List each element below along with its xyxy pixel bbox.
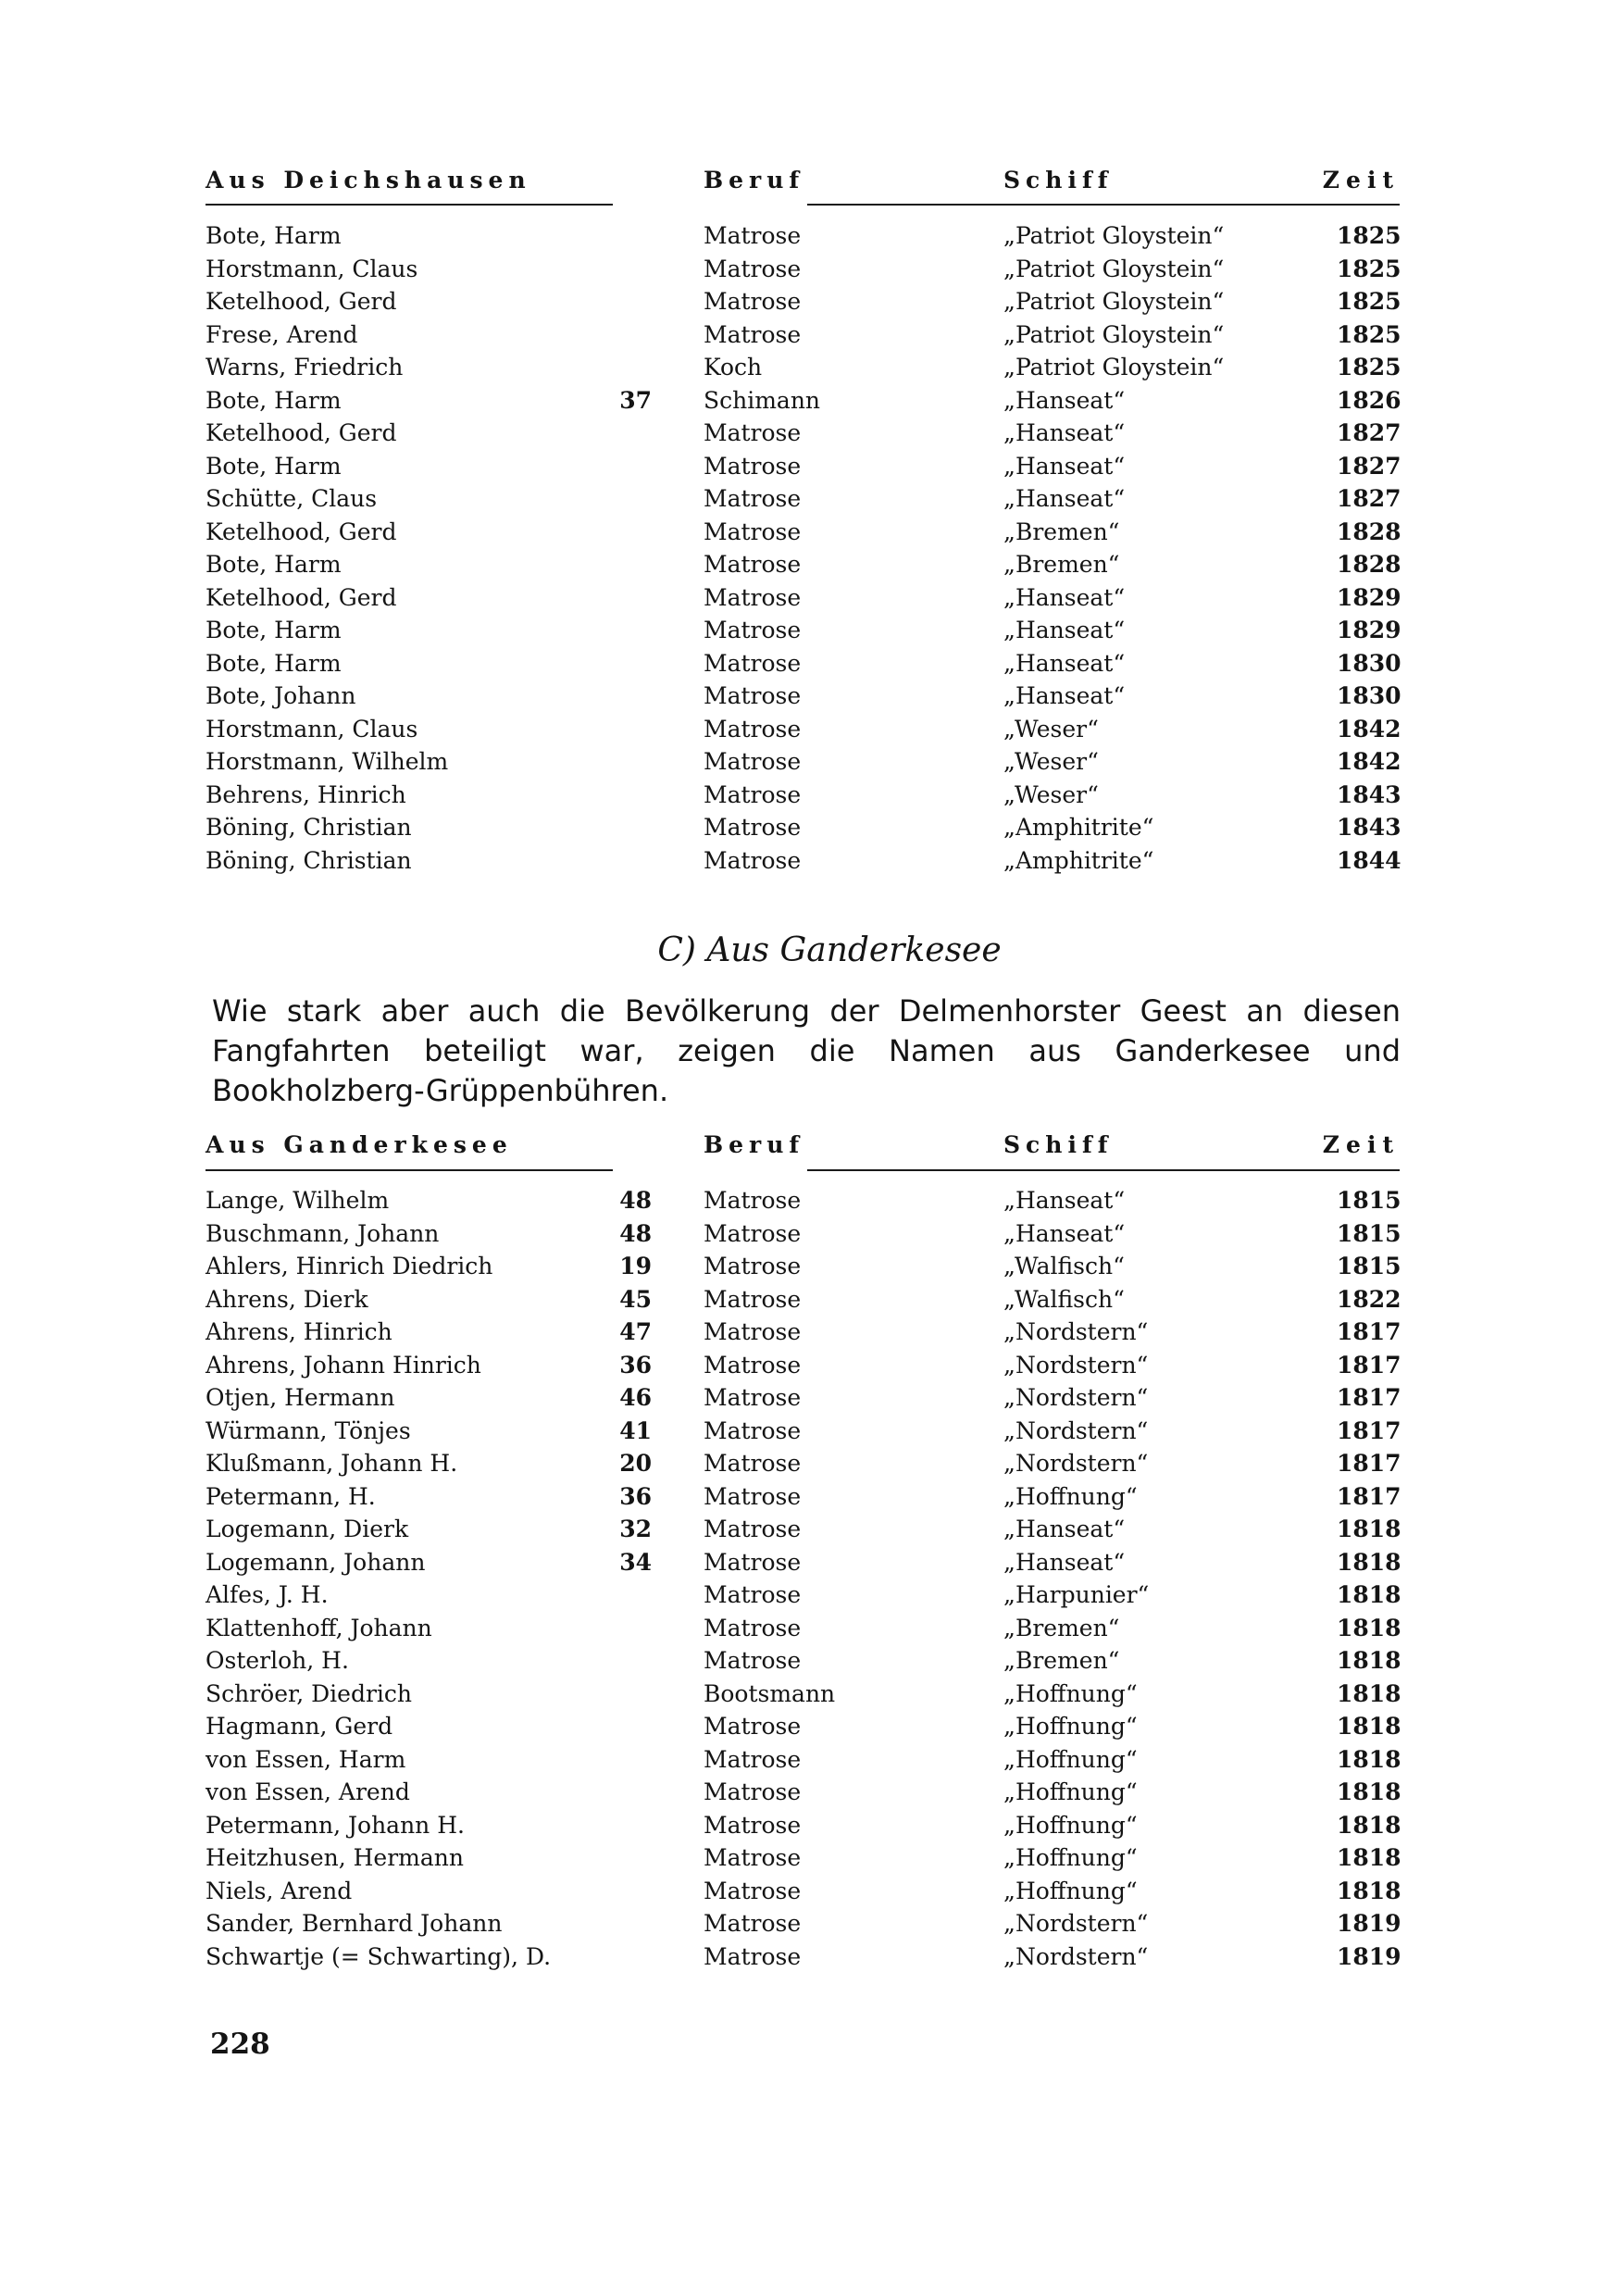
cell-beruf: Matrose xyxy=(704,1516,802,1542)
cell-schiff: „Bremen“ xyxy=(1003,1614,1120,1641)
cell-schiff: „Hanseat“ xyxy=(1003,682,1126,709)
cell-schiff: „Patriot Gloystein“ xyxy=(1003,222,1225,249)
table-row xyxy=(206,584,1400,618)
cell-schiff: „Hoffnung“ xyxy=(1003,1877,1138,1904)
cell-name: Osterloh, H. xyxy=(206,1647,349,1674)
cell-name: Schütte, Claus xyxy=(206,485,378,512)
cell-zeit: 1826 xyxy=(1337,386,1401,414)
section-heading xyxy=(0,931,1607,969)
table-row xyxy=(206,748,1400,781)
table-row xyxy=(206,1187,1400,1220)
cell-beruf: Matrose xyxy=(704,518,802,545)
cell-schiff: „Hoffnung“ xyxy=(1003,1778,1138,1805)
cell-zeit: 1825 xyxy=(1337,255,1401,282)
cell-name: Bote, Harm xyxy=(206,222,342,249)
cell-beruf: Matrose xyxy=(704,485,802,512)
cell-beruf: Matrose xyxy=(704,1219,802,1247)
table-row xyxy=(206,1352,1400,1385)
cell-age: 19 xyxy=(619,1253,652,1279)
header-origin: Aus Ganderkesee xyxy=(206,1131,513,1158)
cell-name: Hagmann, Gerd xyxy=(206,1713,393,1740)
cell-zeit: 1828 xyxy=(1337,551,1401,578)
cell-beruf: Matrose xyxy=(704,222,802,249)
cell-schiff: „Nordstern“ xyxy=(1003,1416,1149,1444)
table-row xyxy=(206,419,1400,453)
cell-zeit: 1815 xyxy=(1337,1219,1401,1247)
cell-schiff: „Hanseat“ xyxy=(1003,485,1126,512)
cell-name: Heitzhusen, Hermann xyxy=(206,1844,464,1871)
cell-zeit: 1827 xyxy=(1337,452,1401,480)
table-row xyxy=(206,1910,1400,1943)
cell-zeit: 1818 xyxy=(1337,1811,1401,1839)
cell-schiff: „Hanseat“ xyxy=(1003,419,1126,446)
cell-name: Würmann, Tönjes xyxy=(206,1416,411,1444)
cell-name: Klußmann, Johann H. xyxy=(206,1450,458,1477)
cell-beruf: Matrose xyxy=(704,288,802,315)
cell-beruf: Matrose xyxy=(704,715,802,742)
cell-name: Ketelhood, Gerd xyxy=(206,288,397,315)
cell-schiff: „Hanseat“ xyxy=(1003,1187,1126,1214)
cell-age: 41 xyxy=(619,1416,652,1444)
cell-beruf: Matrose xyxy=(704,583,802,611)
cell-schiff: „Hoffnung“ xyxy=(1003,1745,1138,1773)
header-origin: Aus Deichshausen xyxy=(206,167,531,193)
cell-beruf: Matrose xyxy=(704,1351,802,1379)
cell-age: 20 xyxy=(619,1450,652,1477)
cell-schiff: „Patriot Gloystein“ xyxy=(1003,354,1225,381)
cell-beruf: Matrose xyxy=(704,1581,802,1608)
cell-schiff: „Hanseat“ xyxy=(1003,649,1126,677)
intro-paragraph: Wie stark aber auch die Bevölkerung der Delmenhorster Geest an diesen Fangfahrten beteiligt war, zeigen die Namen aus Ganderkesee und Bookholzberg-Grüppenbühren. xyxy=(212,993,1401,1108)
cell-name: Behrens, Hinrich xyxy=(206,780,406,808)
cell-beruf: Matrose xyxy=(704,1877,802,1904)
cell-name: Lange, Wilhelm xyxy=(206,1187,390,1214)
cell-name: Bote, Harm xyxy=(206,617,342,643)
cell-schiff: „Hoffnung“ xyxy=(1003,1482,1138,1510)
cell-zeit: 1822 xyxy=(1337,1285,1401,1313)
cell-beruf: Matrose xyxy=(704,255,802,282)
cell-schiff: „Harpunier“ xyxy=(1003,1581,1150,1608)
cell-name: von Essen, Arend xyxy=(206,1778,410,1805)
header-schiff: Schiff xyxy=(1003,167,1114,193)
table-row xyxy=(206,617,1400,650)
cell-age: 36 xyxy=(619,1482,652,1510)
table-row xyxy=(206,1549,1400,1582)
cell-schiff: „Nordstern“ xyxy=(1003,1318,1149,1345)
table-row xyxy=(206,716,1400,749)
cell-name: Schwartje (= Schwarting), D. xyxy=(206,1942,552,1970)
cell-beruf: Matrose xyxy=(704,452,802,480)
cell-schiff: „Walfisch“ xyxy=(1003,1253,1125,1279)
cell-beruf: Matrose xyxy=(704,1844,802,1871)
table-row xyxy=(206,321,1400,355)
table-row xyxy=(206,1384,1400,1417)
cell-zeit: 1818 xyxy=(1337,1548,1401,1576)
header-schiff: Schiff xyxy=(1003,1131,1114,1158)
cell-zeit: 1818 xyxy=(1337,1877,1401,1904)
cell-beruf: Matrose xyxy=(704,419,802,446)
table-row xyxy=(206,1581,1400,1615)
cell-schiff: „Nordstern“ xyxy=(1003,1351,1149,1379)
table-row xyxy=(206,256,1400,289)
cell-zeit: 1827 xyxy=(1337,485,1401,512)
cell-beruf: Matrose xyxy=(704,1548,802,1576)
cell-zeit: 1842 xyxy=(1337,715,1401,742)
cell-beruf: Matrose xyxy=(704,1745,802,1773)
header-beruf: Beruf xyxy=(704,167,805,193)
cell-beruf: Matrose xyxy=(704,1778,802,1805)
cell-zeit: 1818 xyxy=(1337,1581,1401,1608)
header-rule xyxy=(807,204,1400,206)
section-heading-text: C) Aus Ganderkesee xyxy=(657,931,1002,969)
cell-age: 36 xyxy=(619,1351,652,1379)
cell-beruf: Matrose xyxy=(704,1713,802,1740)
cell-name: Ketelhood, Gerd xyxy=(206,419,397,446)
cell-name: Sander, Bernhard Johann xyxy=(206,1910,503,1937)
cell-zeit: 1844 xyxy=(1337,846,1401,874)
cell-beruf: Koch xyxy=(704,354,763,381)
cell-age: 48 xyxy=(619,1219,652,1247)
cell-age: 45 xyxy=(619,1285,652,1313)
cell-name: Böning, Christian xyxy=(206,814,412,841)
header-rule xyxy=(206,1169,613,1171)
cell-name: Klattenhoff, Johann xyxy=(206,1614,432,1641)
cell-name: Bote, Harm xyxy=(206,452,342,480)
cell-schiff: „Nordstern“ xyxy=(1003,1910,1149,1937)
cell-beruf: Matrose xyxy=(704,1253,802,1279)
cell-name: Logemann, Johann xyxy=(206,1548,426,1576)
cell-zeit: 1828 xyxy=(1337,518,1401,545)
header-beruf: Beruf xyxy=(704,1131,805,1158)
table-body-deichshausen xyxy=(206,222,1400,880)
cell-zeit: 1843 xyxy=(1337,780,1401,808)
cell-zeit: 1825 xyxy=(1337,222,1401,249)
cell-zeit: 1818 xyxy=(1337,1745,1401,1773)
cell-name: Bote, Johann xyxy=(206,682,356,709)
cell-schiff: „Hoffnung“ xyxy=(1003,1811,1138,1839)
cell-schiff: „Hanseat“ xyxy=(1003,1516,1126,1542)
table-row xyxy=(206,1812,1400,1845)
table-header-ganderkesee xyxy=(206,1131,1400,1168)
table-row xyxy=(206,1647,1400,1680)
cell-schiff: „Weser“ xyxy=(1003,715,1099,742)
cell-zeit: 1817 xyxy=(1337,1450,1401,1477)
cell-zeit: 1842 xyxy=(1337,748,1401,775)
cell-name: von Essen, Harm xyxy=(206,1745,406,1773)
table-row xyxy=(206,1778,1400,1812)
cell-name: Horstmann, Claus xyxy=(206,255,418,282)
cell-schiff: „Amphitrite“ xyxy=(1003,846,1154,874)
cell-zeit: 1817 xyxy=(1337,1384,1401,1411)
cell-zeit: 1825 xyxy=(1337,320,1401,348)
cell-zeit: 1843 xyxy=(1337,814,1401,841)
cell-beruf: Matrose xyxy=(704,1614,802,1641)
cell-beruf: Matrose xyxy=(704,1450,802,1477)
cell-beruf: Matrose xyxy=(704,780,802,808)
cell-name: Ketelhood, Gerd xyxy=(206,518,397,545)
cell-schiff: „Patriot Gloystein“ xyxy=(1003,320,1225,348)
cell-name: Bote, Harm xyxy=(206,551,342,578)
table-body-ganderkesee xyxy=(206,1187,1400,1976)
cell-name: Ahlers, Hinrich Diedrich xyxy=(206,1253,493,1279)
cell-schiff: „Bremen“ xyxy=(1003,551,1120,578)
cell-age: 46 xyxy=(619,1384,652,1411)
cell-name: Böning, Christian xyxy=(206,846,412,874)
table-row xyxy=(206,1483,1400,1516)
cell-name: Logemann, Dierk xyxy=(206,1516,409,1542)
cell-name: Alfes, J. H. xyxy=(206,1581,329,1608)
table-row xyxy=(206,1417,1400,1451)
cell-beruf: Matrose xyxy=(704,1384,802,1411)
table-row xyxy=(206,1615,1400,1648)
table-row xyxy=(206,682,1400,716)
table-row xyxy=(206,1844,1400,1878)
table-row xyxy=(206,650,1400,683)
table-row xyxy=(206,781,1400,815)
cell-schiff: „Amphitrite“ xyxy=(1003,814,1154,841)
cell-zeit: 1818 xyxy=(1337,1713,1401,1740)
table-row xyxy=(206,354,1400,387)
cell-name: Petermann, H. xyxy=(206,1482,376,1510)
cell-name: Horstmann, Wilhelm xyxy=(206,748,449,775)
cell-schiff: „Patriot Gloystein“ xyxy=(1003,288,1225,315)
cell-beruf: Matrose xyxy=(704,1910,802,1937)
cell-beruf: Matrose xyxy=(704,814,802,841)
header-zeit: Zeit xyxy=(1322,167,1400,193)
cell-schiff: „Nordstern“ xyxy=(1003,1384,1149,1411)
cell-zeit: 1818 xyxy=(1337,1778,1401,1805)
cell-beruf: Matrose xyxy=(704,846,802,874)
cell-schiff: „Patriot Gloystein“ xyxy=(1003,255,1225,282)
cell-zeit: 1815 xyxy=(1337,1253,1401,1279)
cell-name: Horstmann, Claus xyxy=(206,715,418,742)
table-row xyxy=(206,1220,1400,1254)
cell-age: 34 xyxy=(619,1548,652,1576)
cell-zeit: 1818 xyxy=(1337,1647,1401,1674)
cell-zeit: 1830 xyxy=(1337,682,1401,709)
cell-zeit: 1825 xyxy=(1337,354,1401,381)
cell-schiff: „Hanseat“ xyxy=(1003,386,1126,414)
cell-name: Ahrens, Johann Hinrich xyxy=(206,1351,481,1379)
cell-name: Buschmann, Johann xyxy=(206,1219,440,1247)
table-row xyxy=(206,1680,1400,1714)
cell-name: Ahrens, Hinrich xyxy=(206,1318,392,1345)
cell-beruf: Matrose xyxy=(704,1318,802,1345)
table-row xyxy=(206,485,1400,518)
cell-zeit: 1827 xyxy=(1337,419,1401,446)
cell-name: Ahrens, Dierk xyxy=(206,1285,368,1313)
cell-name: Petermann, Johann H. xyxy=(206,1811,465,1839)
page-number: 228 xyxy=(210,2028,270,2061)
cell-beruf: Schimann xyxy=(704,386,821,414)
cell-zeit: 1819 xyxy=(1337,1942,1401,1970)
cell-zeit: 1817 xyxy=(1337,1351,1401,1379)
cell-name: Niels, Arend xyxy=(206,1877,353,1904)
header-rule xyxy=(807,1169,1400,1171)
table-row xyxy=(206,1516,1400,1549)
cell-beruf: Matrose xyxy=(704,649,802,677)
cell-schiff: „Hanseat“ xyxy=(1003,583,1126,611)
cell-schiff: „Bremen“ xyxy=(1003,518,1120,545)
table-row xyxy=(206,1878,1400,1911)
table-row xyxy=(206,288,1400,321)
cell-schiff: „Hanseat“ xyxy=(1003,452,1126,480)
cell-name: Bote, Harm xyxy=(206,386,342,414)
table-row xyxy=(206,1746,1400,1779)
cell-schiff: „Hoffnung“ xyxy=(1003,1713,1138,1740)
cell-age: 32 xyxy=(619,1516,652,1542)
table-row xyxy=(206,518,1400,552)
cell-schiff: „Nordstern“ xyxy=(1003,1450,1149,1477)
cell-schiff: „Weser“ xyxy=(1003,780,1099,808)
cell-zeit: 1815 xyxy=(1337,1187,1401,1214)
cell-zeit: 1830 xyxy=(1337,649,1401,677)
cell-age: 47 xyxy=(619,1318,652,1345)
table-row xyxy=(206,551,1400,584)
cell-zeit: 1817 xyxy=(1337,1416,1401,1444)
cell-schiff: „Walfisch“ xyxy=(1003,1285,1125,1313)
cell-beruf: Bootsmann xyxy=(704,1679,836,1707)
table-row xyxy=(206,387,1400,420)
cell-beruf: Matrose xyxy=(704,551,802,578)
cell-zeit: 1818 xyxy=(1337,1614,1401,1641)
cell-beruf: Matrose xyxy=(704,1285,802,1313)
cell-zeit: 1825 xyxy=(1337,288,1401,315)
cell-beruf: Matrose xyxy=(704,1482,802,1510)
cell-beruf: Matrose xyxy=(704,748,802,775)
cell-age: 37 xyxy=(619,386,652,414)
cell-name: Bote, Harm xyxy=(206,649,342,677)
cell-name: Frese, Arend xyxy=(206,320,358,348)
table-row xyxy=(206,453,1400,486)
cell-beruf: Matrose xyxy=(704,1187,802,1214)
cell-zeit: 1829 xyxy=(1337,583,1401,611)
cell-zeit: 1817 xyxy=(1337,1318,1401,1345)
table-row xyxy=(206,1253,1400,1286)
cell-zeit: 1819 xyxy=(1337,1910,1401,1937)
cell-schiff: „Hoffnung“ xyxy=(1003,1844,1138,1871)
table-row xyxy=(206,847,1400,880)
cell-beruf: Matrose xyxy=(704,1416,802,1444)
table-row xyxy=(206,1286,1400,1319)
cell-zeit: 1829 xyxy=(1337,617,1401,643)
cell-beruf: Matrose xyxy=(704,1811,802,1839)
header-zeit: Zeit xyxy=(1322,1131,1400,1158)
cell-schiff: „Hoffnung“ xyxy=(1003,1679,1138,1707)
cell-name: Warns, Friedrich xyxy=(206,354,404,381)
table-row xyxy=(206,814,1400,847)
table-row xyxy=(206,1713,1400,1746)
table-row xyxy=(206,222,1400,256)
cell-name: Otjen, Hermann xyxy=(206,1384,395,1411)
cell-schiff: „Hanseat“ xyxy=(1003,1219,1126,1247)
cell-beruf: Matrose xyxy=(704,320,802,348)
cell-zeit: 1818 xyxy=(1337,1844,1401,1871)
cell-beruf: Matrose xyxy=(704,1942,802,1970)
cell-schiff: „Hanseat“ xyxy=(1003,617,1126,643)
cell-schiff: „Bremen“ xyxy=(1003,1647,1120,1674)
cell-age: 48 xyxy=(619,1187,652,1214)
header-rule xyxy=(206,204,613,206)
cell-zeit: 1817 xyxy=(1337,1482,1401,1510)
cell-schiff: „Nordstern“ xyxy=(1003,1942,1149,1970)
cell-beruf: Matrose xyxy=(704,1647,802,1674)
table-row xyxy=(206,1943,1400,1977)
table-row xyxy=(206,1318,1400,1352)
cell-schiff: „Weser“ xyxy=(1003,748,1099,775)
cell-name: Ketelhood, Gerd xyxy=(206,583,397,611)
table-row xyxy=(206,1450,1400,1483)
cell-beruf: Matrose xyxy=(704,617,802,643)
cell-beruf: Matrose xyxy=(704,682,802,709)
cell-zeit: 1818 xyxy=(1337,1516,1401,1542)
table-header-deichshausen xyxy=(206,167,1400,204)
cell-name: Schröer, Diedrich xyxy=(206,1679,413,1707)
cell-schiff: „Hanseat“ xyxy=(1003,1548,1126,1576)
cell-zeit: 1818 xyxy=(1337,1679,1401,1707)
